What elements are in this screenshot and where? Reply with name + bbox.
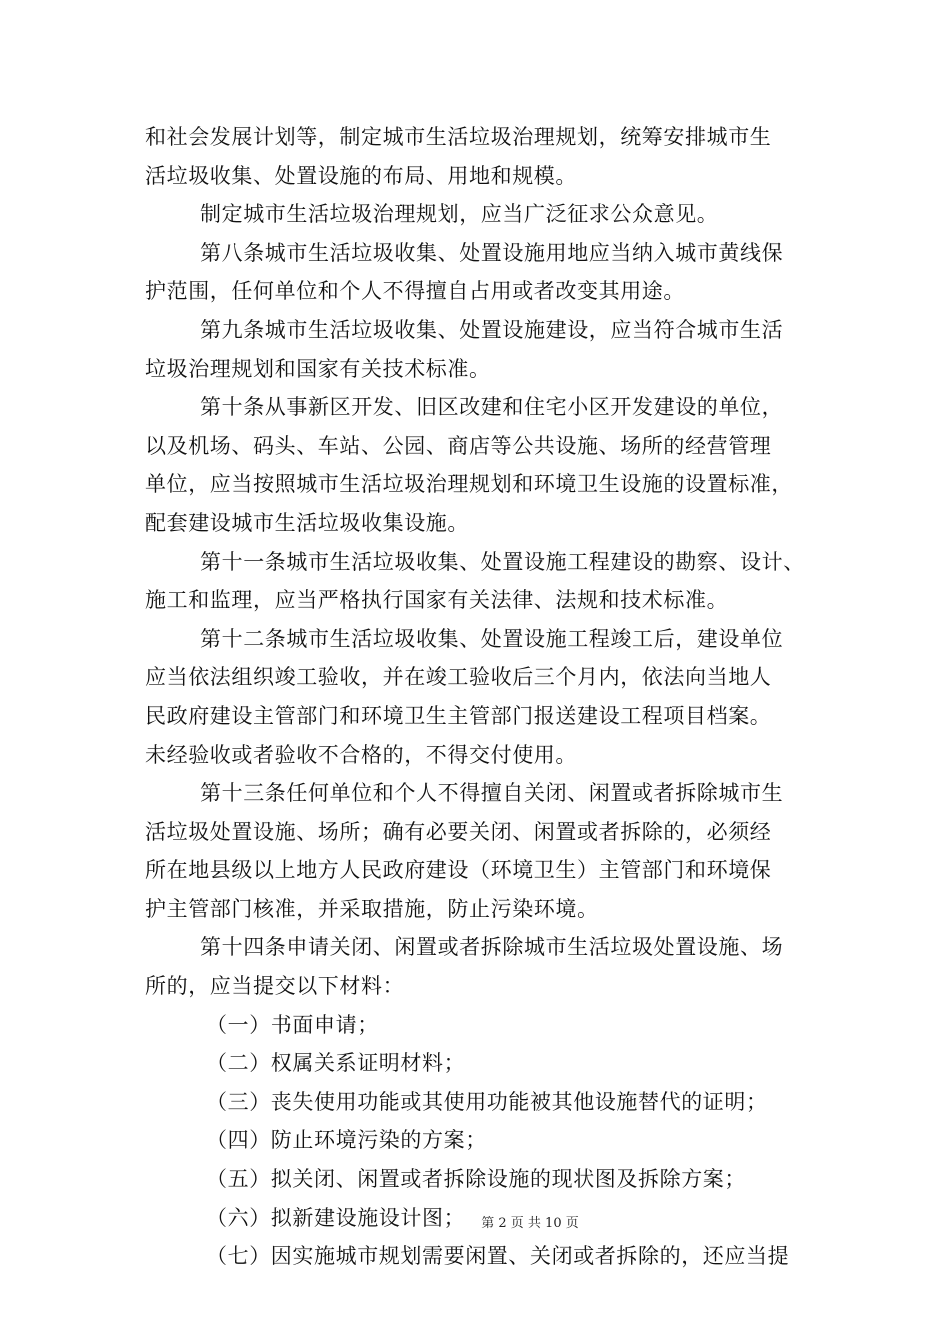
article-10-start: 第十条从事新区开发、旧区改建和住宅小区开发建设的单位， bbox=[200, 395, 784, 420]
list-item: （五）拟关闭、闲置或者拆除设施的现状图及拆除方案； bbox=[206, 1167, 746, 1192]
list-item: （七）因实施城市规划需要闲置、关闭或者拆除的，还应当提 bbox=[206, 1244, 790, 1269]
article-14-start: 第十四条申请关闭、闲置或者拆除城市生活垃圾处置设施、场 bbox=[200, 935, 784, 960]
list-item: （三）丧失使用功能或其使用功能被其他设施替代的证明； bbox=[206, 1089, 768, 1114]
article-11-start: 第十一条城市生活垃圾收集、处置设施工程建设的勘察、设计、 bbox=[200, 549, 805, 574]
text-line: 护主管部门核准，并采取措施，防止污染环境。 bbox=[145, 896, 599, 921]
text-line: 活垃圾收集、处置设施的布局、用地和规模。 bbox=[145, 163, 577, 188]
text-line: 民政府建设主管部门和环境卫生主管部门报送建设工程项目档案。 bbox=[145, 703, 772, 728]
text-line: 所的，应当提交以下材料： bbox=[145, 974, 405, 999]
article-13-start: 第十三条任何单位和个人不得擅自关闭、闲置或者拆除城市生 bbox=[200, 781, 784, 806]
text-line: 应当依法组织竣工验收，并在竣工验收后三个月内，依法向当地人 bbox=[145, 665, 772, 690]
text-line: 单位，应当按照城市生活垃圾治理规划和环境卫生设施的设置标准， bbox=[145, 472, 793, 497]
article-8-start: 第八条城市生活垃圾收集、处置设施用地应当纳入城市黄线保 bbox=[200, 240, 784, 265]
text-line: 和社会发展计划等，制定城市生活垃圾治理规划，统筹安排城市生 bbox=[145, 125, 772, 149]
article-9-start: 第九条城市生活垃圾收集、处置设施建设，应当符合城市生活 bbox=[200, 317, 784, 342]
page-number-footer: 第 2 页 共 10 页 bbox=[481, 1216, 579, 1231]
list-item: （四）防止环境污染的方案； bbox=[206, 1128, 487, 1153]
list-item: （一）书面申请； bbox=[206, 1012, 379, 1037]
text-line: 活垃圾处置设施、场所；确有必要关闭、闲置或者拆除的，必须经 bbox=[145, 819, 772, 844]
document-body bbox=[145, 118, 815, 1276]
text-line: 以及机场、码头、车站、公园、商店等公共设施、场所的经营管理 bbox=[145, 433, 772, 458]
text-line: 护范围，任何单位和个人不得擅自占用或者改变其用途。 bbox=[145, 279, 685, 304]
paragraph-start: 制定城市生活垃圾治理规划，应当广泛征求公众意见。 bbox=[200, 202, 719, 227]
text-line: 垃圾治理规划和国家有关技术标准。 bbox=[145, 356, 491, 381]
list-item: （二）权属关系证明材料； bbox=[206, 1051, 466, 1076]
list-item: （六）拟新建设施设计图； bbox=[206, 1205, 466, 1230]
article-12-start: 第十二条城市生活垃圾收集、处置设施工程竣工后，建设单位 bbox=[200, 626, 784, 651]
text-line: 未经验收或者验收不合格的，不得交付使用。 bbox=[145, 742, 577, 767]
text-line: 配套建设城市生活垃圾收集设施。 bbox=[145, 510, 469, 535]
text-line: 施工和监理，应当严格执行国家有关法律、法规和技术标准。 bbox=[145, 588, 729, 613]
text-line: 所在地县级以上地方人民政府建设（环境卫生）主管部门和环境保 bbox=[145, 858, 772, 883]
